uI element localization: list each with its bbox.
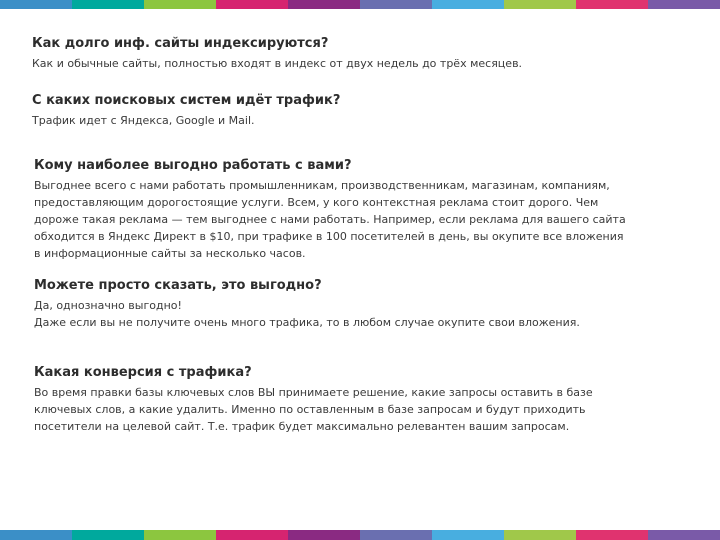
faq-answer-line: в информационные сайты за несколько часов.	[34, 247, 306, 260]
faq-answer-line: Во время правки базы ключевых слов ВЫ принимаете решение, какие запросы оставить в базе	[34, 386, 593, 399]
faq-answer-line: Выгоднее всего с нами работать промышленникам, производственникам, магазинам, компаниям,	[34, 179, 610, 192]
faq-item-conversion	[34, 364, 593, 435]
faq-answer-line: посетители на целевой сайт. Т.е. трафик будет максимально релевантен вашим запросам.	[34, 420, 570, 433]
stripe-segment	[72, 530, 144, 540]
stripe-segment	[288, 530, 360, 540]
faq-answer	[34, 384, 593, 435]
stripe-segment	[288, 0, 360, 9]
faq-answer-line: Как и обычные сайты, полностью входят в индекс от двух недель до трёх месяцев.	[32, 57, 523, 70]
stripe-segment	[432, 530, 504, 540]
stripe-segment	[432, 0, 504, 9]
faq-question: С каких поисковых систем идёт трафик?	[32, 93, 341, 108]
faq-answer	[34, 177, 626, 262]
stripe-segment	[648, 530, 720, 540]
faq-answer	[34, 297, 580, 331]
faq-answer-line: обходится в Яндекс Директ в $10, при трафике в 100 посетителей в день, вы окупите все вложения	[34, 230, 624, 243]
faq-answer-line: дороже такая реклама — тем выгоднее с нами работать. Например, если реклама для вашего сайта	[34, 213, 626, 226]
top-color-stripe	[0, 0, 720, 9]
stripe-segment	[360, 0, 432, 9]
bottom-color-stripe	[0, 530, 720, 540]
stripe-segment	[216, 0, 288, 9]
faq-item-who-benefits	[34, 157, 626, 262]
faq-question: Кому наиболее выгодно работать с вами?	[34, 158, 352, 173]
faq-item-traffic-sources	[32, 92, 340, 129]
stripe-segment	[216, 530, 288, 540]
faq-answer	[32, 112, 340, 129]
stripe-segment	[360, 530, 432, 540]
faq-question: Какая конверсия с трафика?	[34, 365, 252, 380]
faq-answer-line: Даже если вы не получите очень много трафика, то в любом случае окупите свои вложения.	[34, 316, 580, 329]
stripe-segment	[0, 0, 72, 9]
stripe-segment	[72, 0, 144, 9]
faq-answer-line: Трафик идет с Яндекса, Google и Mail.	[32, 114, 255, 127]
faq-answer	[32, 55, 522, 72]
faq-answer-line: ключевых слов, а какие удалить. Именно по оставленным в базе запросам и будут приходить	[34, 403, 586, 416]
stripe-segment	[144, 530, 216, 540]
stripe-segment	[648, 0, 720, 9]
faq-item-is-it-profitable	[34, 277, 580, 331]
faq-answer-line: предоставляющим дорогостоящие услуги. Всем, у кого контекстная реклама стоит дорого. Чем	[34, 196, 599, 209]
stripe-segment	[576, 0, 648, 9]
faq-question: Как долго инф. сайты индексируются?	[32, 36, 329, 51]
faq-question: Можете просто сказать, это выгодно?	[34, 278, 322, 293]
faq-item-indexing	[32, 35, 522, 72]
stripe-segment	[576, 530, 648, 540]
stripe-segment	[144, 0, 216, 9]
faq-answer-line: Да, однозначно выгодно!	[34, 299, 182, 312]
stripe-segment	[0, 530, 72, 540]
stripe-segment	[504, 0, 576, 9]
stripe-segment	[504, 530, 576, 540]
